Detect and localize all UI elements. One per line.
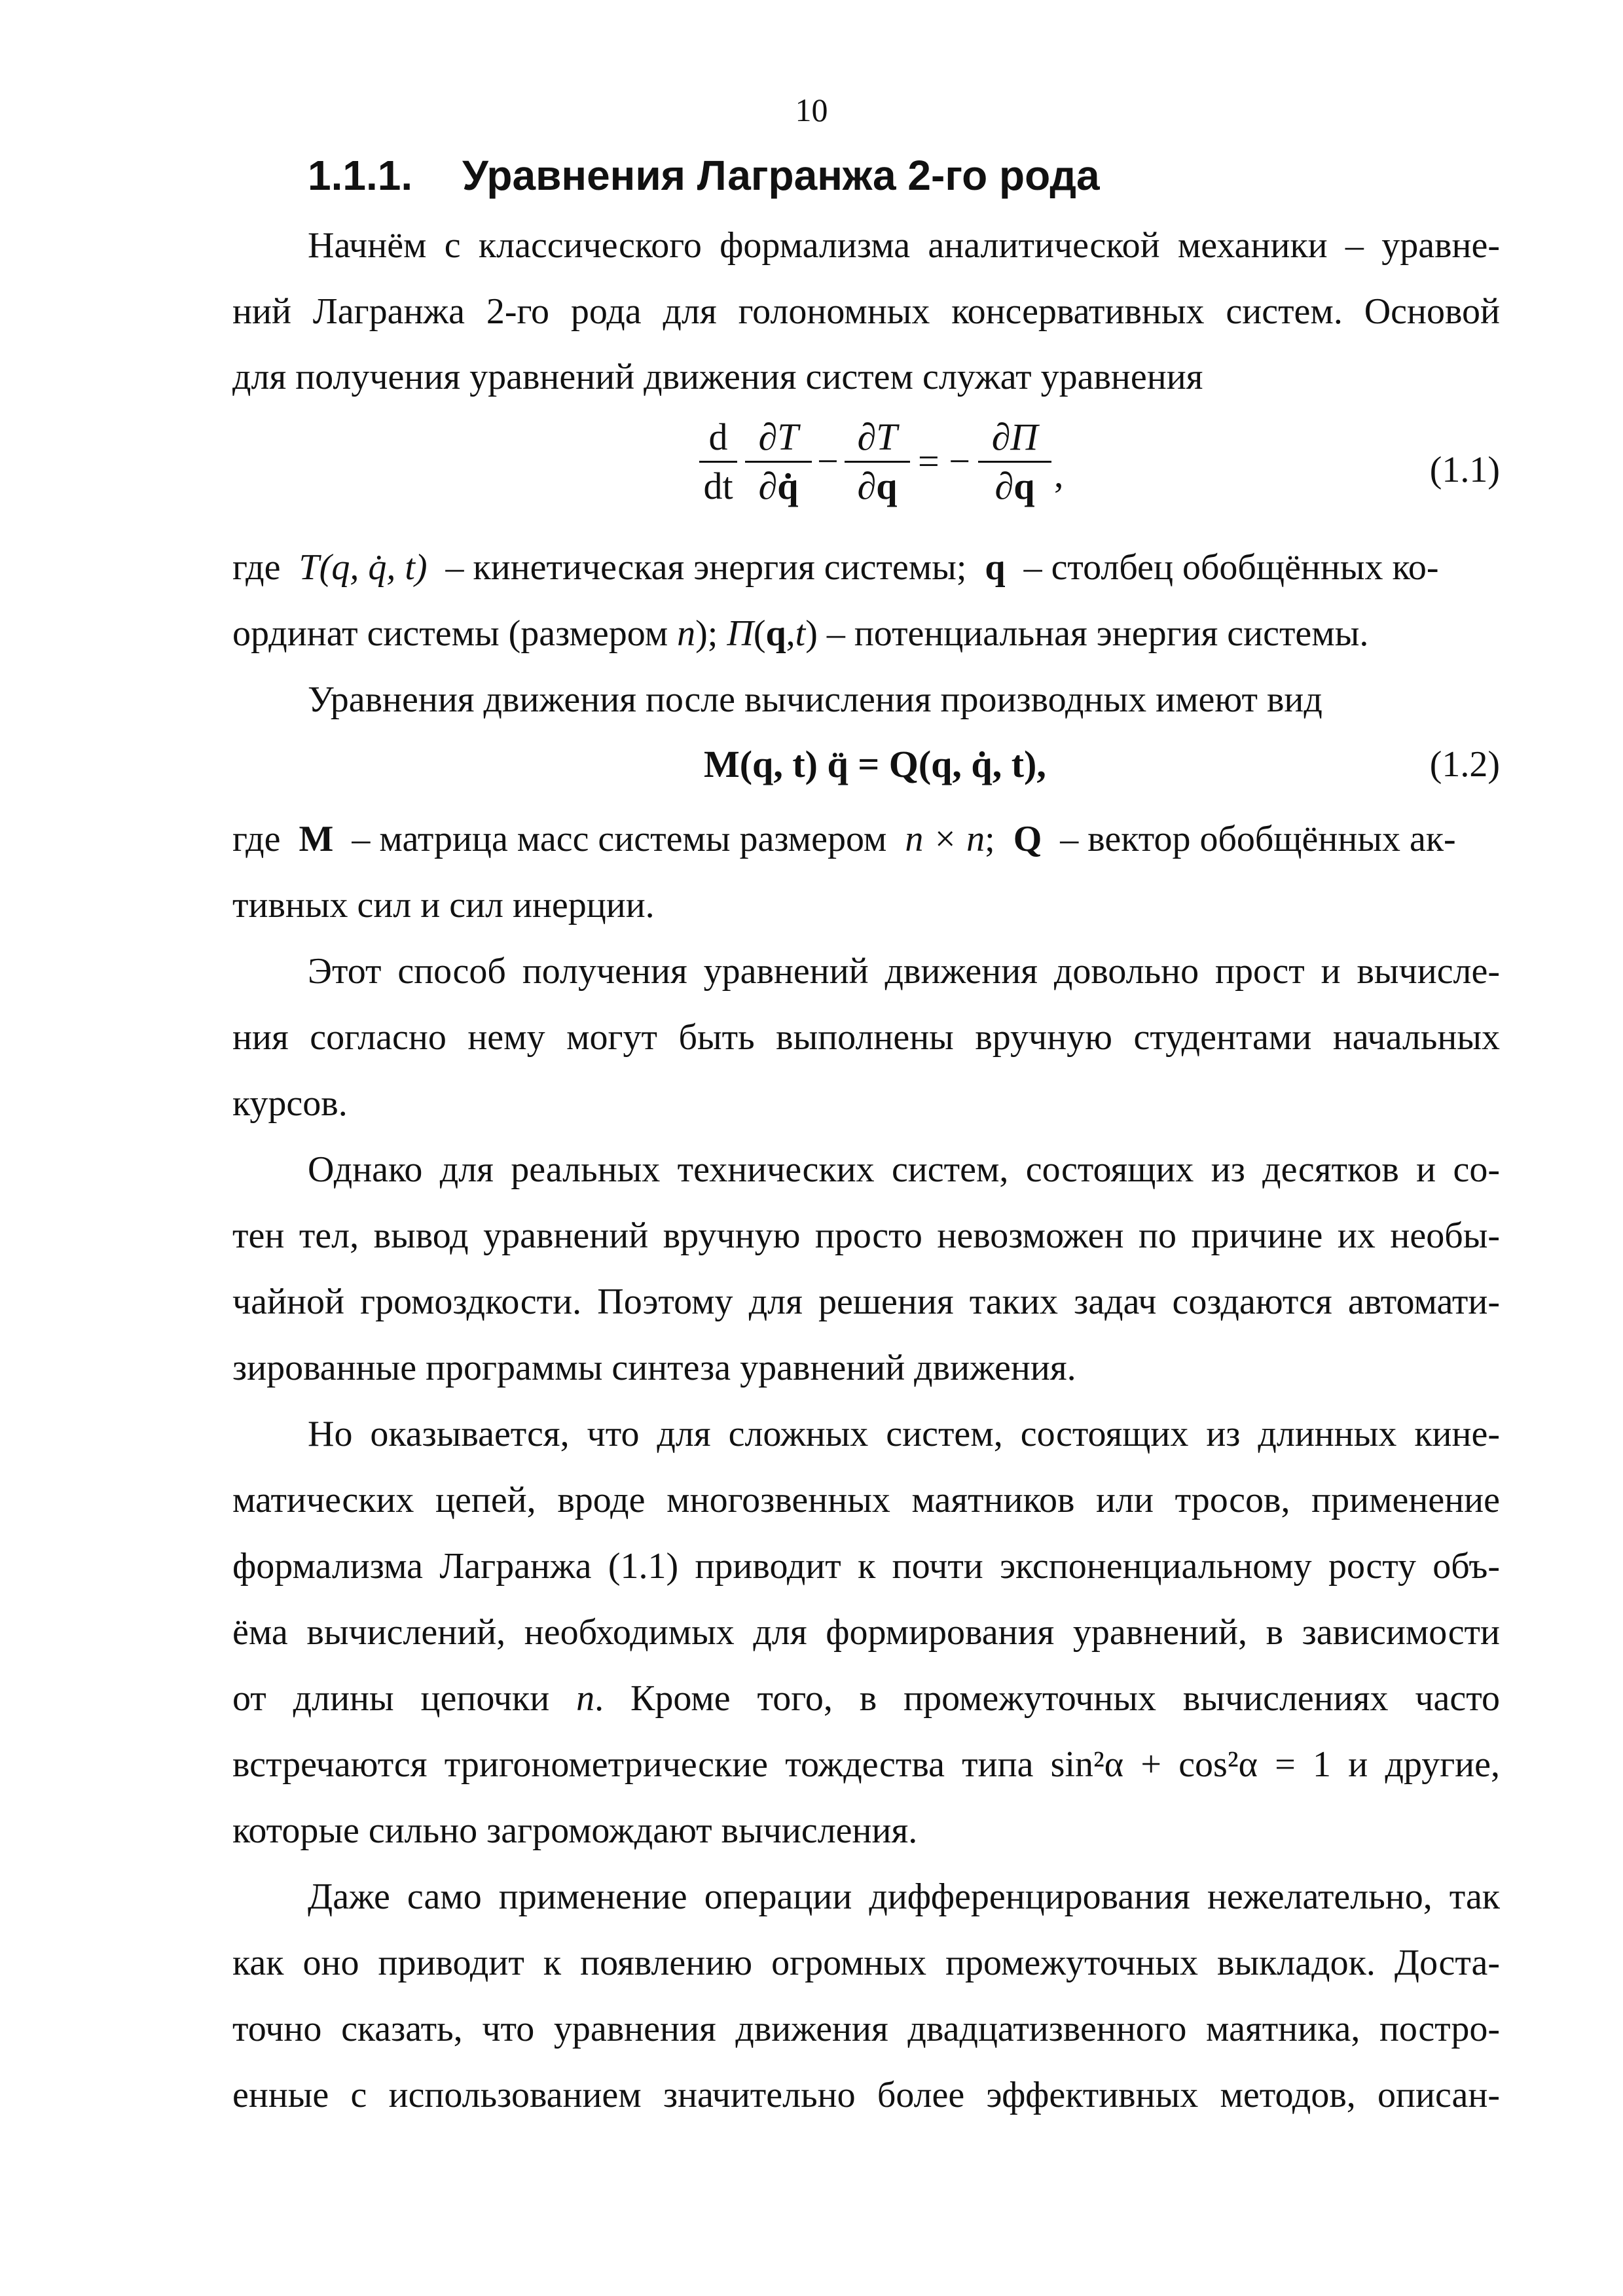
inline-math-identity: sin²α + cos²α = 1 [1050, 1744, 1332, 1785]
paragraph-line: которые сильно загромождают вычисления. [232, 1810, 918, 1851]
eq-fraction-dT-dq: ∂T ∂q [845, 414, 910, 510]
eq-equals: = − [918, 440, 970, 482]
paragraph-line: формализма Лагранжа (1.1) приводит к почти экспоненциальному росту объ- [232, 1546, 1500, 1587]
eq-minus: − [817, 440, 839, 482]
paragraph-line: курсов. [232, 1083, 348, 1124]
paragraph-line: Однако для реальных технических систем, состоящих из десятков и со- [308, 1149, 1500, 1190]
equation-number: (1.1) [1429, 450, 1500, 490]
eq-comma: , [1054, 453, 1064, 495]
eq-fraction-d-dt: d dt [699, 414, 737, 510]
paragraph-line: где T(q, q̇, t) – кинетическая энергия системы; q – столбец обобщённых ко- [232, 547, 1439, 588]
paragraph-line: Даже само применение операции дифференцирования нежелательно, так [308, 1876, 1500, 1917]
equation-number: (1.2) [1429, 744, 1500, 785]
paragraph-line: ёма вычислений, необходимых для формирования уравнений, в зависимости [232, 1612, 1500, 1653]
section-number: 1.1.1. [308, 152, 413, 199]
paragraph-line: ординат системы (размером n); П(q,t) – потенциальная энергия системы. [232, 613, 1369, 654]
paragraph-line: как оно приводит к появлению огромных промежуточных выкладок. Доста- [232, 1943, 1500, 1983]
section-title: Уравнения Лагранжа 2-го рода [462, 152, 1100, 199]
paragraph-line: ния согласно нему могут быть выполнены вручную студентами начальных [232, 1017, 1500, 1058]
eq-fraction-dPi-dq: ∂П ∂q [978, 414, 1051, 510]
page-number: 10 [795, 92, 828, 128]
paragraph-line: зированные программы синтеза уравнений движения. [232, 1348, 1076, 1388]
section-heading [308, 149, 1100, 202]
paragraph-line: где M – матрица масс системы размером n × n; Q – вектор обобщённых ак- [232, 819, 1456, 859]
paragraph-line: тен тел, вывод уравнений вручную просто невозможен по причине их необы- [232, 1215, 1500, 1256]
paragraph-line: енные с использованием значительно более эффективных методов, описан- [232, 2075, 1500, 2115]
paragraph-line: от длины цепочки n. Кроме того, в промежуточных вычислениях часто [232, 1678, 1500, 1719]
paragraph-line: Этот способ получения уравнений движения довольно прост и вычисле- [308, 951, 1500, 992]
paragraph-line: Начнём с классического формализма аналитической механики – уравне- [308, 225, 1500, 266]
paragraph-line: Уравнения движения после вычисления производных имеют вид [308, 679, 1322, 720]
paragraph-line: для получения уравнений движения систем служат уравнения [232, 357, 1203, 397]
paragraph-line: точно сказать, что уравнения движения двадцатизвенного маятника, постро- [232, 2009, 1500, 2049]
paragraph-line: Но оказывается, что для сложных систем, состоящих из длинных кине- [308, 1414, 1500, 1454]
eq-fraction-dT-dqdot: ∂T ∂q̇ [745, 414, 812, 510]
paragraph-line: встречаются тригонометрические тождества типа sin²α + cos²α = 1 и другие, [232, 1744, 1500, 1785]
equation-motion: M(q, t) q̈ = Q(q, q̇, t), [704, 743, 1046, 785]
inline-math-T: T(q, q̇, t) [299, 547, 428, 588]
paragraph-line: матических цепей, вроде многозвенных маятников или тросов, применение [232, 1480, 1500, 1520]
paragraph-line: ний Лагранжа 2-го рода для голономных консервативных систем. Основой [232, 291, 1500, 332]
paragraph-line: тивных сил и сил инерции. [232, 885, 655, 925]
paragraph-line: чайной громоздкости. Поэтому для решения таких задач создаются автомати- [232, 1282, 1500, 1322]
